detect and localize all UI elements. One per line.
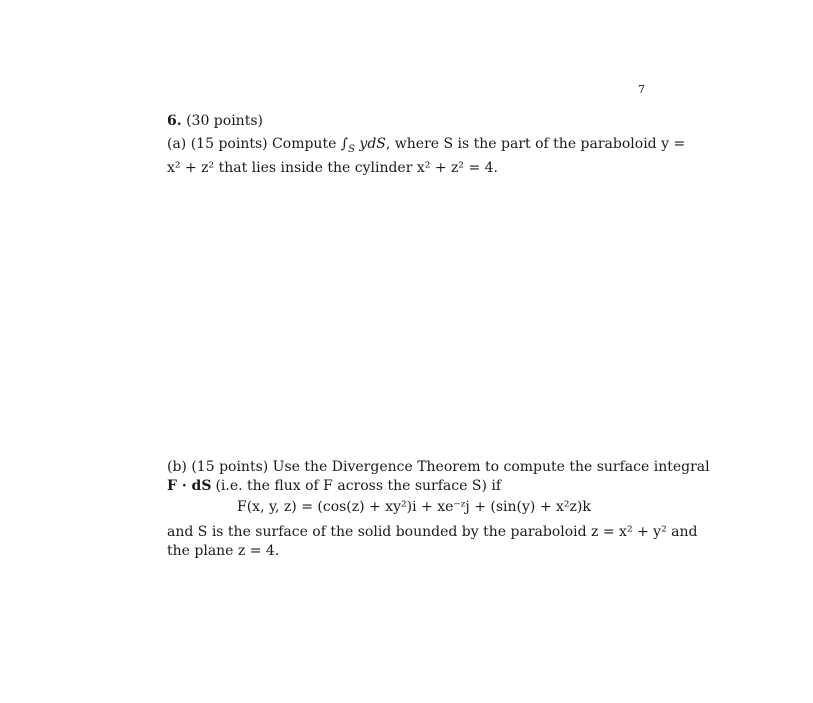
problem-header: [167, 113, 263, 129]
part-a-line-2: x² + z² that lies inside the cylinder x² + z² = 4.: [167, 159, 498, 176]
part-b: [167, 458, 710, 496]
flux-notation: F · dS: [167, 478, 212, 494]
part-b-line-1: (b) (15 points) Use the Divergence Theorem to compute the surface integral: [167, 459, 710, 475]
page-number: 7: [638, 83, 645, 96]
part-a: [167, 135, 686, 178]
part-b-line-4: the plane z = 4.: [167, 543, 280, 559]
vector-field-equation: F(x, y, z) = (cos(z) + xy²)i + xe⁻ᶻj + (sin(y) + x²z)k: [237, 499, 591, 515]
part-a-line-1: [167, 135, 686, 159]
part-b-tail: [167, 523, 698, 561]
part-b-line-3: and S is the surface of the solid bounded by the paraboloid z = x² + y² and: [167, 524, 698, 540]
part-b-line-2-rest: (i.e. the flux of F across the surface S) if: [215, 478, 502, 494]
part-b-line-2: [167, 477, 647, 496]
part-a-intro: (a) (15 points) Compute $\int_S$ ydS, where S is the part of the paraboloid y =: [167, 136, 686, 155]
problem-number: 6.: [167, 113, 182, 129]
problem-points: (30 points): [186, 113, 263, 129]
